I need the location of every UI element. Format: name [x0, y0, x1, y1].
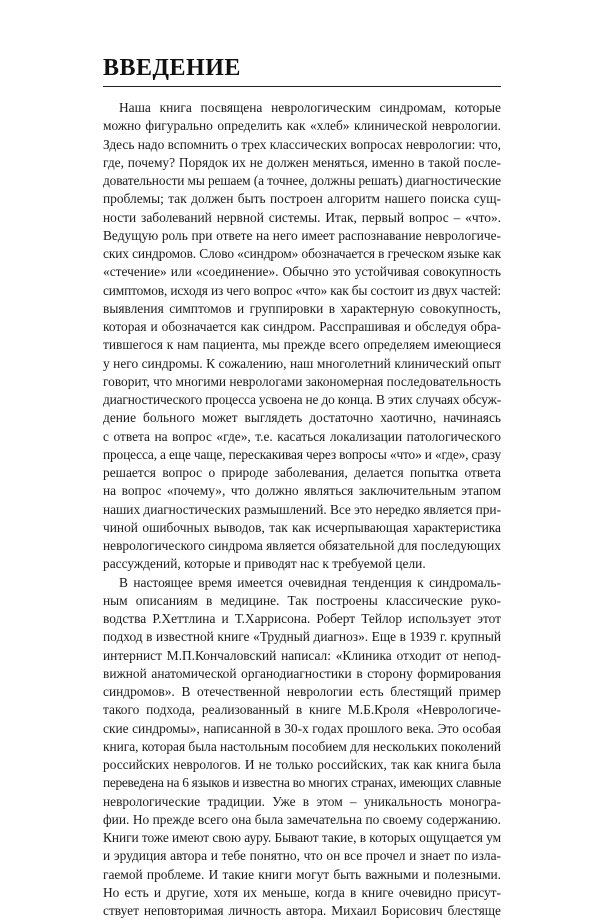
- text-line: книга, которая была настольным пособием для нескольких поколений: [103, 738, 501, 756]
- text-line: синдромов». В отечественной неврологии есть блестящий пример: [103, 683, 501, 701]
- text-line: неврологические традиции. Уже в этом – уникальность моногра-: [103, 793, 501, 811]
- text-line: процесса, а еще чаще, перескакивая через вопросы «что» и «где», сразу: [103, 446, 501, 464]
- text-line: Ведущую роль при ответе на него имеет распознавание неврологиче-: [103, 227, 501, 245]
- chapter-title: ВВЕДЕНИЕ: [103, 54, 501, 82]
- text-line: интернист М.П.Кончаловский написал: «Клиника отходит от непод-: [103, 647, 501, 665]
- text-line: фии. Но прежде всего она была замечательна по своему содержанию.: [103, 811, 501, 829]
- text-line: которая и обозначается как синдром. Расспрашивая и обследуя обра-: [103, 318, 501, 336]
- text-line: наших диагностических размышлений. Все это нередко является при-: [103, 501, 501, 519]
- text-line: ских синдромов. Слово «синдром» обозначается в греческом языке как: [103, 245, 501, 263]
- text-line: тившегося к нам пациента, мы прежде всего определяем имеющиеся: [103, 336, 501, 354]
- text-line: Книги тоже имеют свою ауру. Бывают такие, в которых ощущается ум: [103, 829, 501, 847]
- text-line: Здесь надо вспомнить о трех классических вопросах неврологии: что,: [103, 136, 501, 154]
- body-text: [103, 99, 501, 920]
- text-line: ствует неповторимая личность автора. Михаил Борисович блестяще: [103, 902, 501, 920]
- text-line: рассуждений, которые и приводят нас к требуемой цели.: [103, 555, 501, 573]
- text-line: дение больного может выглядеть достаточно хаотично, начинаясь: [103, 409, 501, 427]
- text-line: диагностического процесса усвоена не до конца. В этих случаях обсуж-: [103, 391, 501, 409]
- text-line: неврологического синдрома является обязательной для последующих: [103, 537, 501, 555]
- text-line: «стечение» или «соединение». Обычно это устойчивая совокупность: [103, 263, 501, 281]
- text-line: ские синдромы», написанной в 30-х годах прошлого века. Это особая: [103, 720, 501, 738]
- text-line: гаемой проблеме. И такие книги могут быть важными и полезными.: [103, 866, 501, 884]
- text-line: российских неврологов. И не только российских, так как книга была: [103, 756, 501, 774]
- text-line: водства Р.Хеттлина и Т.Харрисона. Роберт Тейлор использует этот: [103, 610, 501, 628]
- text-line: решается вопрос о природе заболевания, делается попытка ответа: [103, 464, 501, 482]
- chapter-header: [103, 54, 501, 87]
- text-line: с ответа на вопрос «где», т.е. касаться локализации патологического: [103, 428, 501, 446]
- text-line: ным описаниям в медицине. Так построены классические руко-: [103, 592, 501, 610]
- text-line: такого подхода, реализованный в книге М.Б.Кроля «Неврологиче-: [103, 701, 501, 719]
- text-line: выявления симптомов и группировки в характерную совокупность,: [103, 300, 501, 318]
- text-line: можно фигурально определить как «хлеб» клинической неврологии.: [103, 117, 501, 135]
- text-line: ности заболеваний нервной системы. Итак, первый вопрос – «что».: [103, 209, 501, 227]
- text-line: подход в известной книге «Трудный диагноз». Еще в 1939 г. крупный: [103, 628, 501, 646]
- text-line: переведена на 6 языков и известна во многих странах, имеющих славные: [103, 774, 501, 792]
- text-line: говорит, что многими неврологами закономерная последовательность: [103, 373, 501, 391]
- text-line: у него синдромы. К сожалению, наш многолетний клинический опыт: [103, 355, 501, 373]
- text-line: довательности мы решаем (а точнее, должны решать) диагностические: [103, 172, 501, 190]
- paragraph: [103, 99, 501, 574]
- title-underline: [103, 86, 501, 87]
- text-line: Наша книга посвящена неврологическим синдромам, которые: [103, 99, 501, 117]
- text-line: вижной анатомической органодиагностики в сторону формирования: [103, 665, 501, 683]
- text-line: на вопрос «почему», что должно являться заключительным этапом: [103, 482, 501, 500]
- text-line: проблемы; так должен быть построен алгоритм нашего поиска сущ-: [103, 190, 501, 208]
- text-line: где, почему? Порядок их не должен меняться, именно в такой после-: [103, 154, 501, 172]
- text-line: чиной ошибочных выводов, так как исчерпывающая характеристика: [103, 519, 501, 537]
- paragraph: [103, 574, 501, 920]
- text-line: и эрудиция автора и тебе понятно, что он все прочел и знает по изла-: [103, 847, 501, 865]
- text-line: Но есть и другие, хотя их меньше, когда в книге очевидно присут-: [103, 884, 501, 902]
- text-line: симптомов, исходя из чего вопрос «что» как бы состоит из двух частей:: [103, 282, 501, 300]
- text-line: В настоящее время имеется очевидная тенденция к синдромаль-: [103, 574, 501, 592]
